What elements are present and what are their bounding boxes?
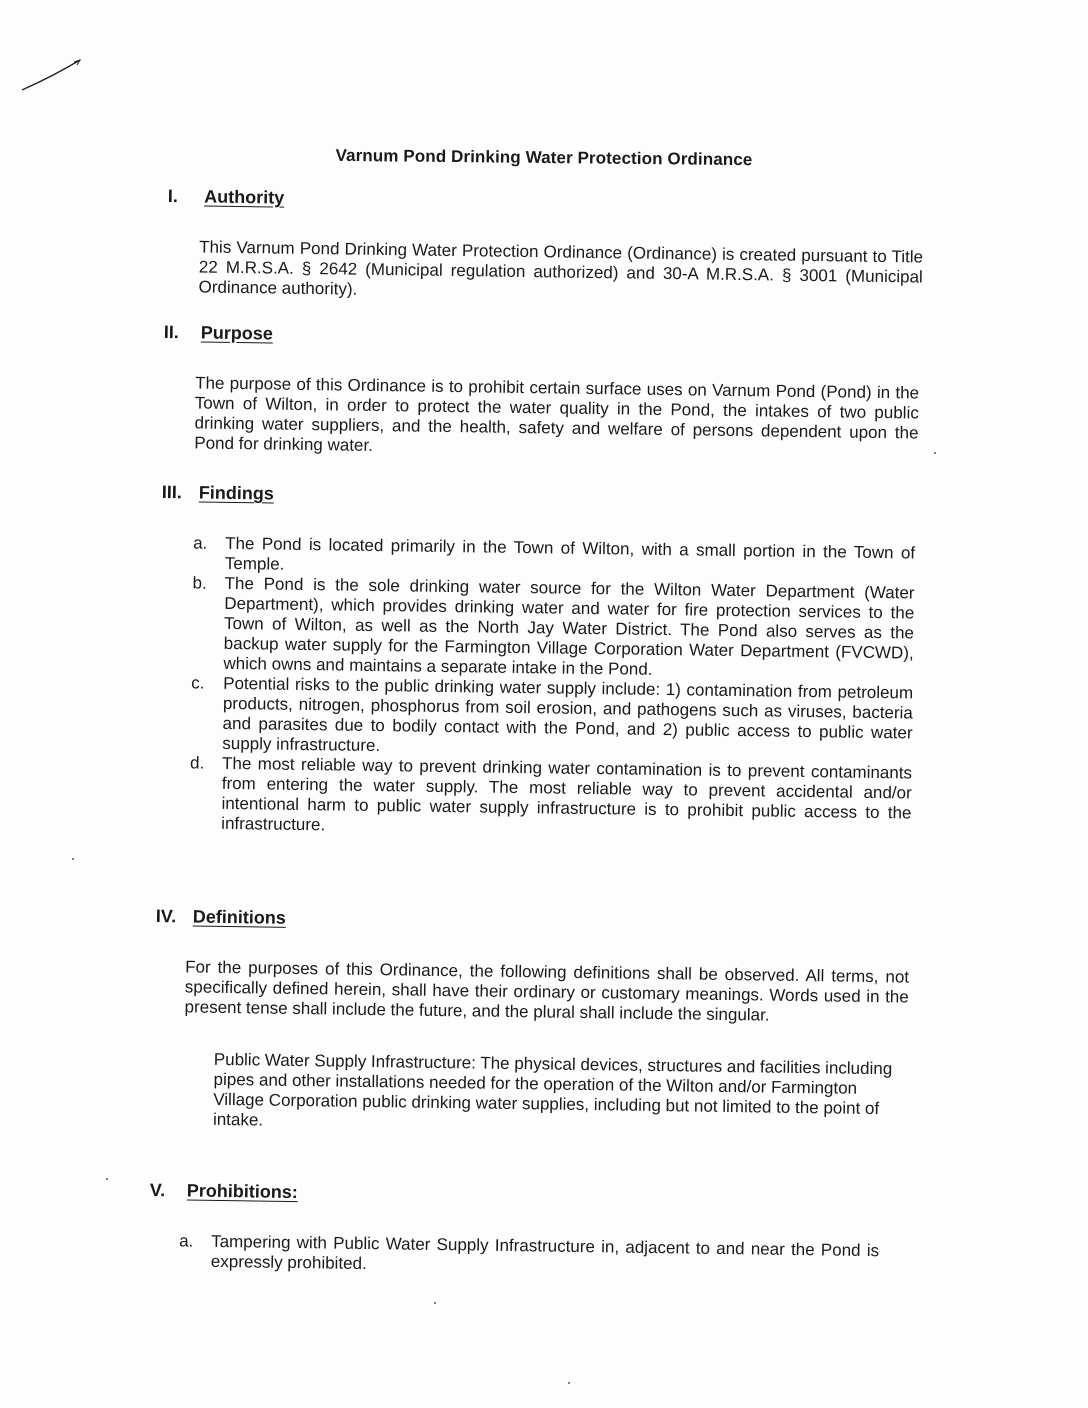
list-item-text: The Pond is located primarily in the Town of Wilton, with a small portion in the Town of Temple. (224, 533, 916, 574)
section-number: III. (161, 482, 183, 503)
section-purpose (162, 322, 924, 464)
definition-text: Public Water Supply Infrastructure: The physical devices, structures and facilities including pipes and other installations needed for the operation of the Wilton and/or Farmington Village Corporation public drinking water supplies, including but not limited to the point of intake. (212, 1049, 893, 1130)
list-marker: d. (189, 753, 205, 773)
section-number: V. (149, 1180, 166, 1201)
findings-list (189, 533, 915, 843)
list-item-text: Tampering with Public Water Supply Infrastructure in, adjacent to and near the Pond is expressly prohibited. (210, 1231, 880, 1274)
section-findings (157, 482, 922, 844)
section-definitions (153, 906, 916, 1140)
pen-mark (20, 58, 84, 94)
section-heading (164, 322, 924, 354)
section-title: Findings (198, 482, 275, 504)
scan-speck (568, 1382, 570, 1384)
section-heading (168, 186, 928, 218)
scan-speck (434, 1302, 436, 1304)
section-title: Prohibitions: (186, 1180, 299, 1203)
list-item (179, 1231, 879, 1281)
document-title: Varnum Pond Drinking Water Protection Ordinance (335, 145, 753, 170)
section-authority (166, 186, 927, 308)
section-title: Purpose (200, 322, 274, 344)
prohibitions-list (179, 1231, 879, 1281)
section-heading (162, 482, 922, 514)
section-title: Definitions (192, 906, 287, 928)
section-prohibitions (149, 1180, 910, 1282)
list-item (191, 573, 914, 683)
section-body: For the purposes of this Ordinance, the following definitions shall be observed. All terms, not specifically defined herein, shall have their ordinary or customary meanings. Words used in the present tense shall include the future, and the plural shall include the singular. (184, 957, 910, 1025)
list-marker: a. (193, 533, 208, 553)
section-number: I. (167, 186, 179, 207)
scan-speck (72, 858, 74, 860)
section-title: Authority (204, 186, 285, 208)
scan-speck (106, 1178, 108, 1180)
list-marker: b. (192, 573, 207, 593)
list-item (190, 673, 913, 763)
section-number: II. (163, 322, 180, 343)
list-marker: a. (179, 1231, 194, 1251)
section-heading (156, 906, 916, 938)
section-number: IV. (155, 906, 177, 927)
list-marker: c. (191, 673, 205, 693)
section-body: The purpose of this Ordinance is to prohibit certain surface uses on Varnum Pond (Pond) in the Town of Wilton, in order to protect the water quality in the Pond, the intakes of two public drinking water suppliers, and the health, safety and welfare of persons dependent upon the Pond for drinking water. (194, 373, 920, 455)
list-item-text: The Pond is the sole drinking water source for the Wilton Water Department (Water Department), which provides drinking water and water for fire protection services to the Town of Wilton, as well as the North Jay Water District. The Pond also serves as the backup water supply for the Farmington Village Corporation Water Department (FVCWD), which owns and maintains a separate intake in the Pond. (223, 573, 915, 679)
list-item-text: Potential risks to the public drinking water supply include: 1) contamination from petroleum products, nitrogen, phosphorus from soil erosion, and pathogens such as viruses, bacteria and parasites due to bodily contact with the Pond, and 2) public access to public water supply infrastructure. (222, 673, 914, 756)
section-heading (150, 1180, 910, 1212)
list-item-text: The most reliable way to prevent drinking water contamination is to prevent contaminants from entering the water supply. The most reliable way to prevent accidental and/or intentional harm to public water supply infrastructure is to prohibit public access to the infrastructure. (221, 753, 913, 835)
section-body: This Varnum Pond Drinking Water Protection Ordinance (Ordinance) is created pursuant to Title 22 M.R.S.A. § 2642 (Municipal regulation authorized) and 30-A M.R.S.A. § 3001 (Municipal Ordinance authority). (198, 237, 924, 299)
list-item (189, 753, 912, 843)
scan-speck (934, 452, 936, 454)
